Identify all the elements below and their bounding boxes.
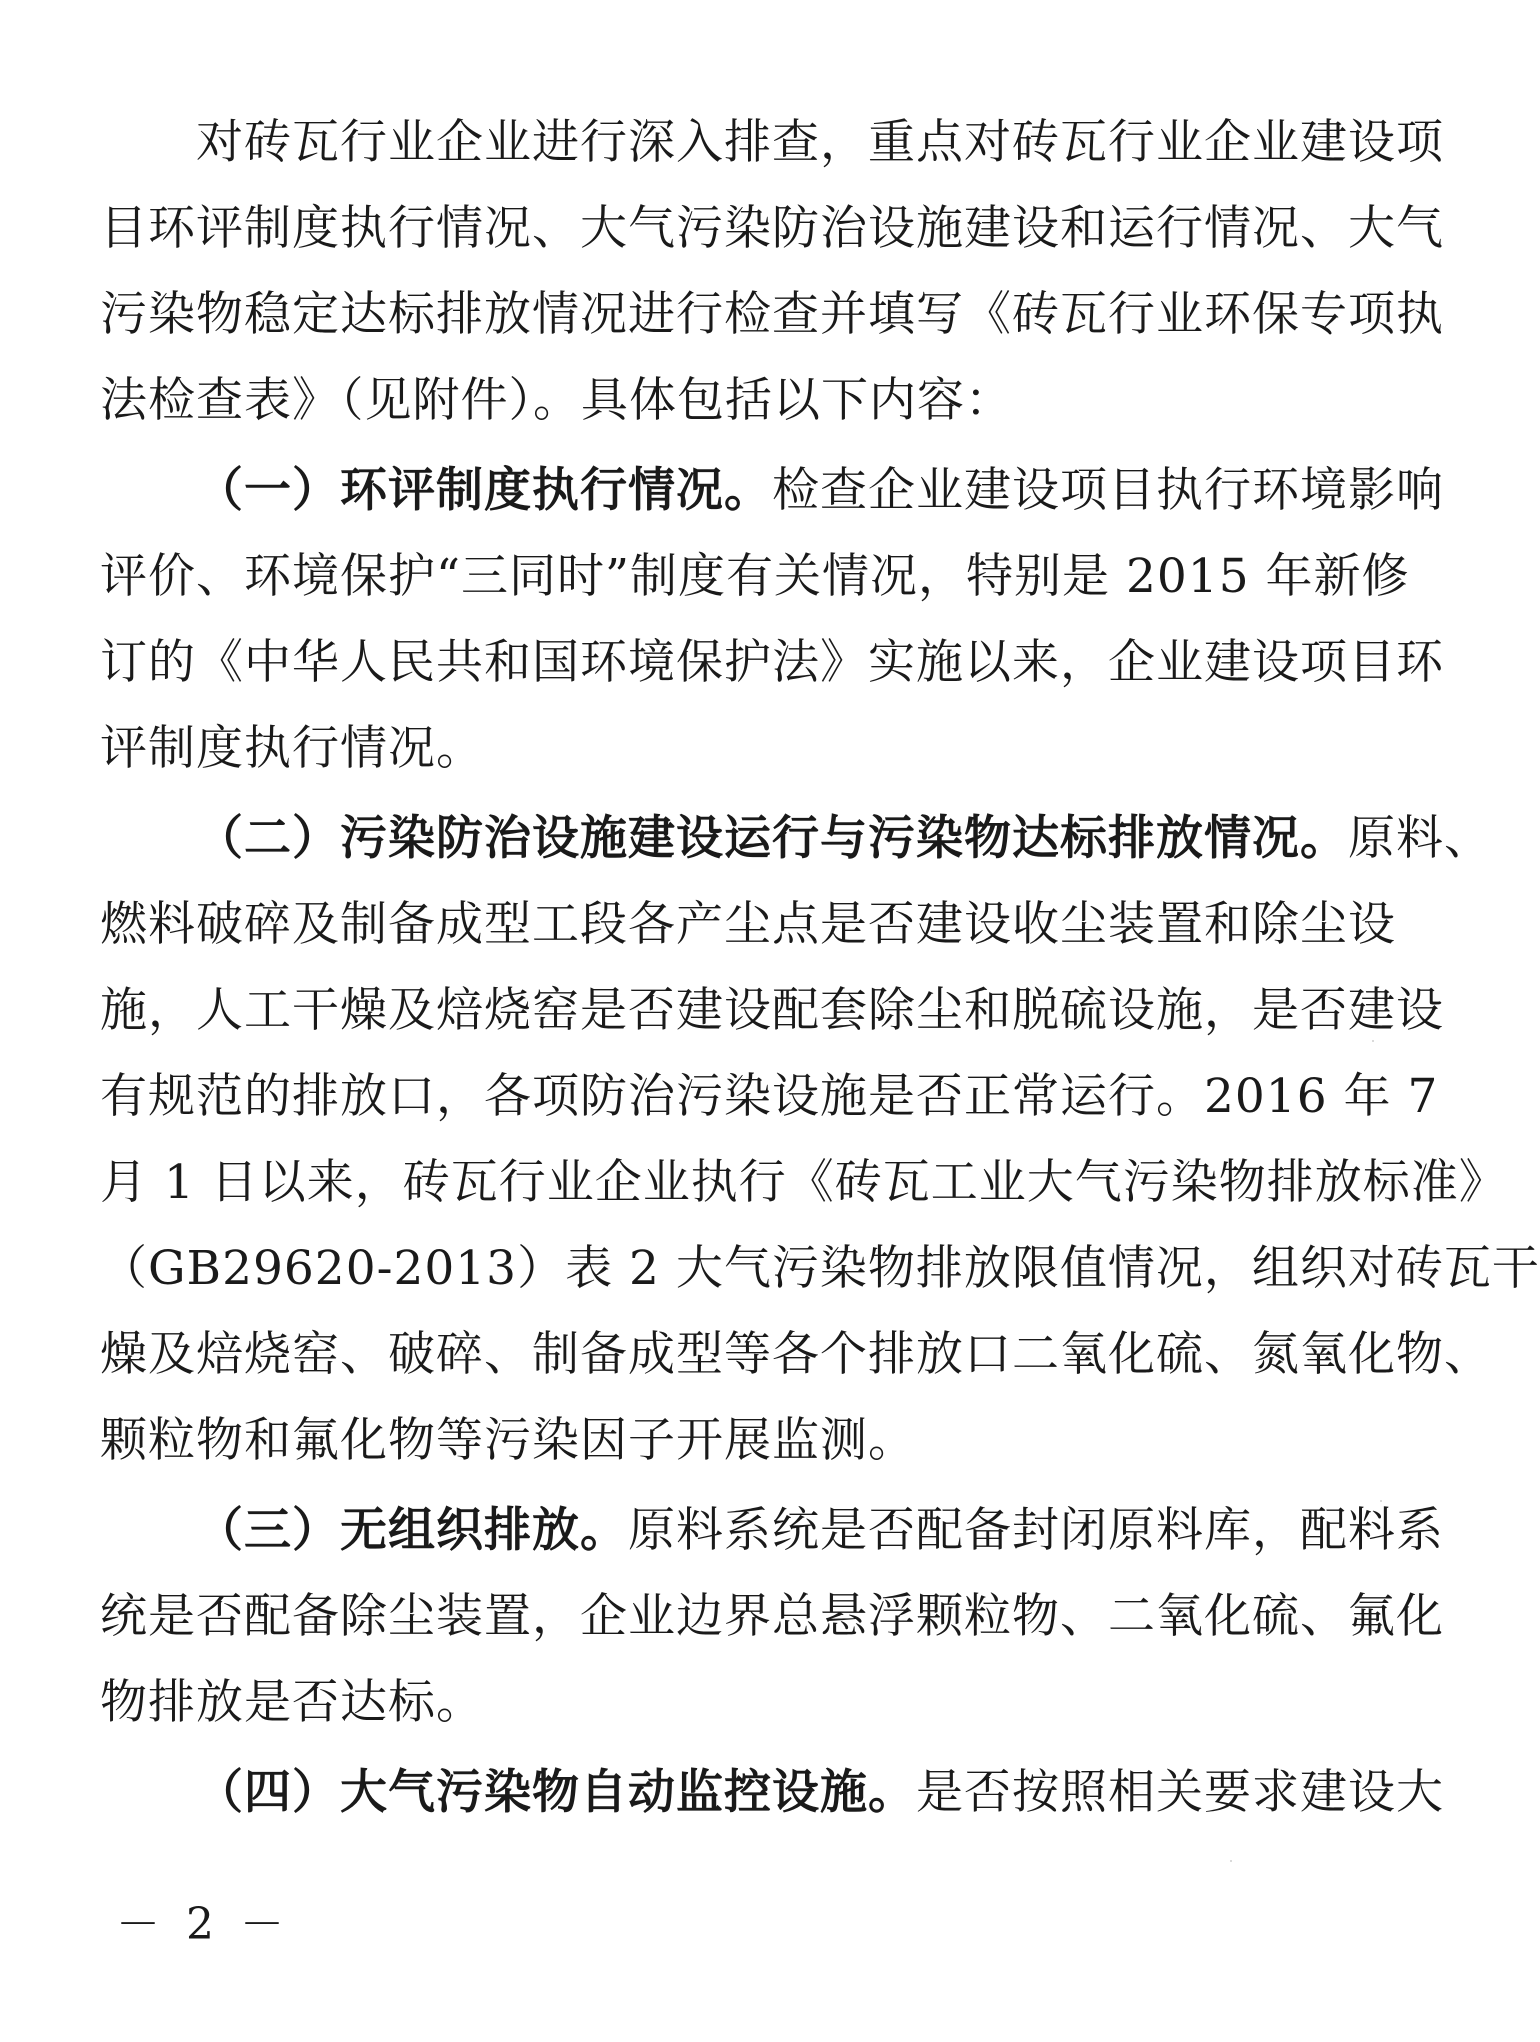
section-2-line-1 [100,796,1492,882]
section-2-line-6: （GB29620-2013）表 2 大气污染物排放限值情况，组织对砖瓦干 [100,1241,1540,1296]
section-1-line-4: 评制度执行情况。 [100,721,484,776]
scan-speck [1380,1500,1382,1502]
section-4-line-1 [100,1750,1444,1836]
section-2-line-5: 月 1 日以来，砖瓦行业企业执行《砖瓦工业大气污染物排放标准》 [100,1155,1507,1210]
section-3-line-2: 统是否配备除尘装置，企业边界总悬浮颗粒物、二氧化硫、氟化 [100,1589,1444,1644]
section-3-heading: （三）无组织排放。 [196,1503,628,1558]
section-1-line-3: 订的《中华人民共和国环境保护法》实施以来，企业建设项目环 [100,635,1444,690]
section-2-text: 原料、 [1348,811,1492,866]
section-1-line-1 [100,448,1444,534]
section-3-text: 原料系统是否配备封闭原料库，配料系 [628,1503,1444,1558]
section-2-line-4: 有规范的排放口，各项防治污染设施是否正常运行。2016 年 7 [100,1069,1439,1124]
paragraph-intro-line-2: 目环评制度执行情况、大气污染防治设施建设和运行情况、大气 [100,201,1444,256]
section-3-line-3: 物排放是否达标。 [100,1675,484,1730]
paragraph-intro-line-1: 对砖瓦行业企业进行深入排查，重点对砖瓦行业企业建设项 [196,115,1444,170]
section-1-text: 检查企业建设项目执行环境影响 [772,463,1444,518]
scan-speck [1230,1860,1232,1862]
section-1-line-2: 评价、环境保护“三同时”制度有关情况，特别是 2015 年新修 [100,549,1410,604]
scan-speck [1372,1040,1374,1042]
section-2-line-8: 颗粒物和氟化物等污染因子开展监测。 [100,1413,916,1468]
section-1-heading: （一）环评制度执行情况。 [196,463,772,518]
section-3-line-1 [100,1488,1444,1574]
paragraph-intro-line-4: 法检查表》（见附件）。具体包括以下内容： [100,373,1013,428]
body-text [100,100,1540,1836]
page-number: － 2 － [116,1899,290,1950]
section-4-text: 是否按照相关要求建设大 [916,1765,1444,1820]
section-2-line-7: 燥及焙烧窑、破碎、制备成型等各个排放口二氧化硫、氮氧化物、 [100,1327,1492,1382]
section-2-line-2: 燃料破碎及制备成型工段各产尘点是否建设收尘装置和除尘设 [100,897,1396,952]
paragraph-intro-line-3: 污染物稳定达标排放情况进行检查并填写《砖瓦行业环保专项执 [100,287,1444,342]
section-2-line-3: 施，人工干燥及焙烧窑是否建设配套除尘和脱硫设施，是否建设 [100,983,1444,1038]
section-4-heading: （四）大气污染物自动监控设施。 [196,1765,916,1820]
section-2-heading: （二）污染防治设施建设运行与污染物达标排放情况。 [196,811,1348,866]
